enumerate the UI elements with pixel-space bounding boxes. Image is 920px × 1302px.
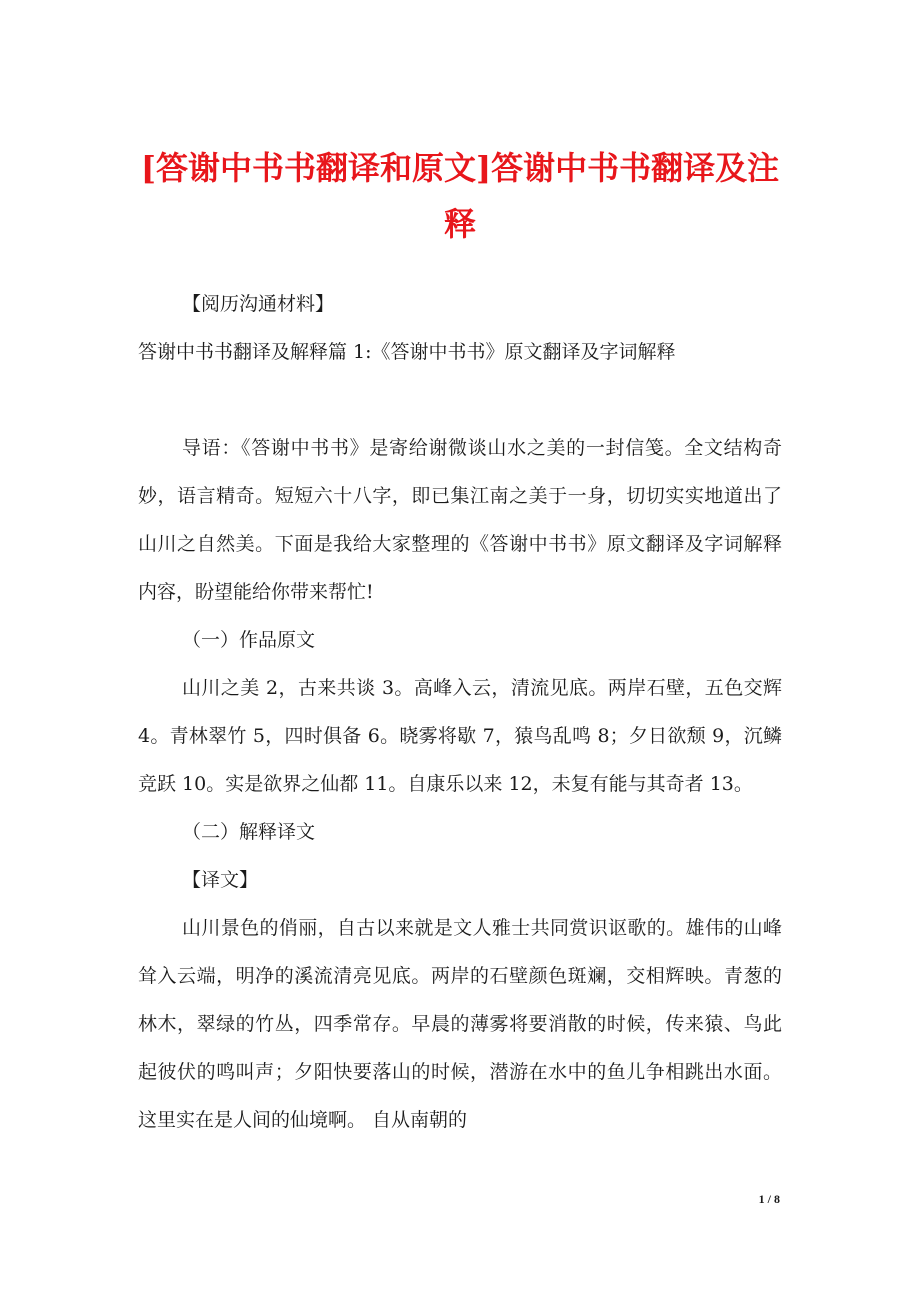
paragraph-material-label: 【阅历沟通材料】 (182, 293, 335, 315)
paragraph-translation: 山川景色的俏丽，自古以来就是文人雅士共同赏识讴歌的。雄伟的山峰耸入云端，明净的溪流清亮见底。两岸的石壁颜色斑斓，交相辉映。青葱的林木，翠绿的竹丛，四季常存。早晨的薄雾将要消散的时候，传来猿、鸟此起彼伏的鸣叫声；夕阳快要落山的时候，潜游在水中的鱼儿争相跳出水面。这里实在是人间的仙境啊。 自从南朝的 (138, 917, 782, 1131)
section-heading-original: （一）作品原文 (182, 629, 316, 651)
section-heading-explanation: （二）解释译文 (182, 821, 316, 843)
paragraph-intro: 导语：《答谢中书书》是寄给谢微谈山水之美的一封信笺。全文结构奇妙，语言精奇。短短六十八字，即已集江南之美于一身，切切实实地道出了山川之自然美。下面是我给大家整理的《答谢中书书》原文翻译及字词解释内容，盼望能给你带来帮忙! (138, 437, 782, 603)
page-number: 1 / 8 (758, 1192, 780, 1206)
translation-label: 【译文】 (182, 869, 259, 891)
paragraph-original-text: 山川之美 2，古来共谈 3。高峰入云，清流见底。两岸石壁，五色交辉 4。青林翠竹 5，四时俱备 6。晓雾将歇 7，猿鸟乱鸣 8；夕日欲颓 9，沉鳞竞跃 10。实是欲界之仙都 11。自康乐以来 12，未复有能与其奇者 13。 (138, 677, 782, 795)
document-title: [答谢中书书翻译和原文]答谢中书书翻译及注释 (140, 149, 780, 243)
paragraph-subtitle: 答谢中书书翻译及解释篇 1:《答谢中书书》原文翻译及字词解释 (138, 341, 676, 363)
document-body (138, 280, 782, 1144)
blank-line (138, 376, 782, 424)
